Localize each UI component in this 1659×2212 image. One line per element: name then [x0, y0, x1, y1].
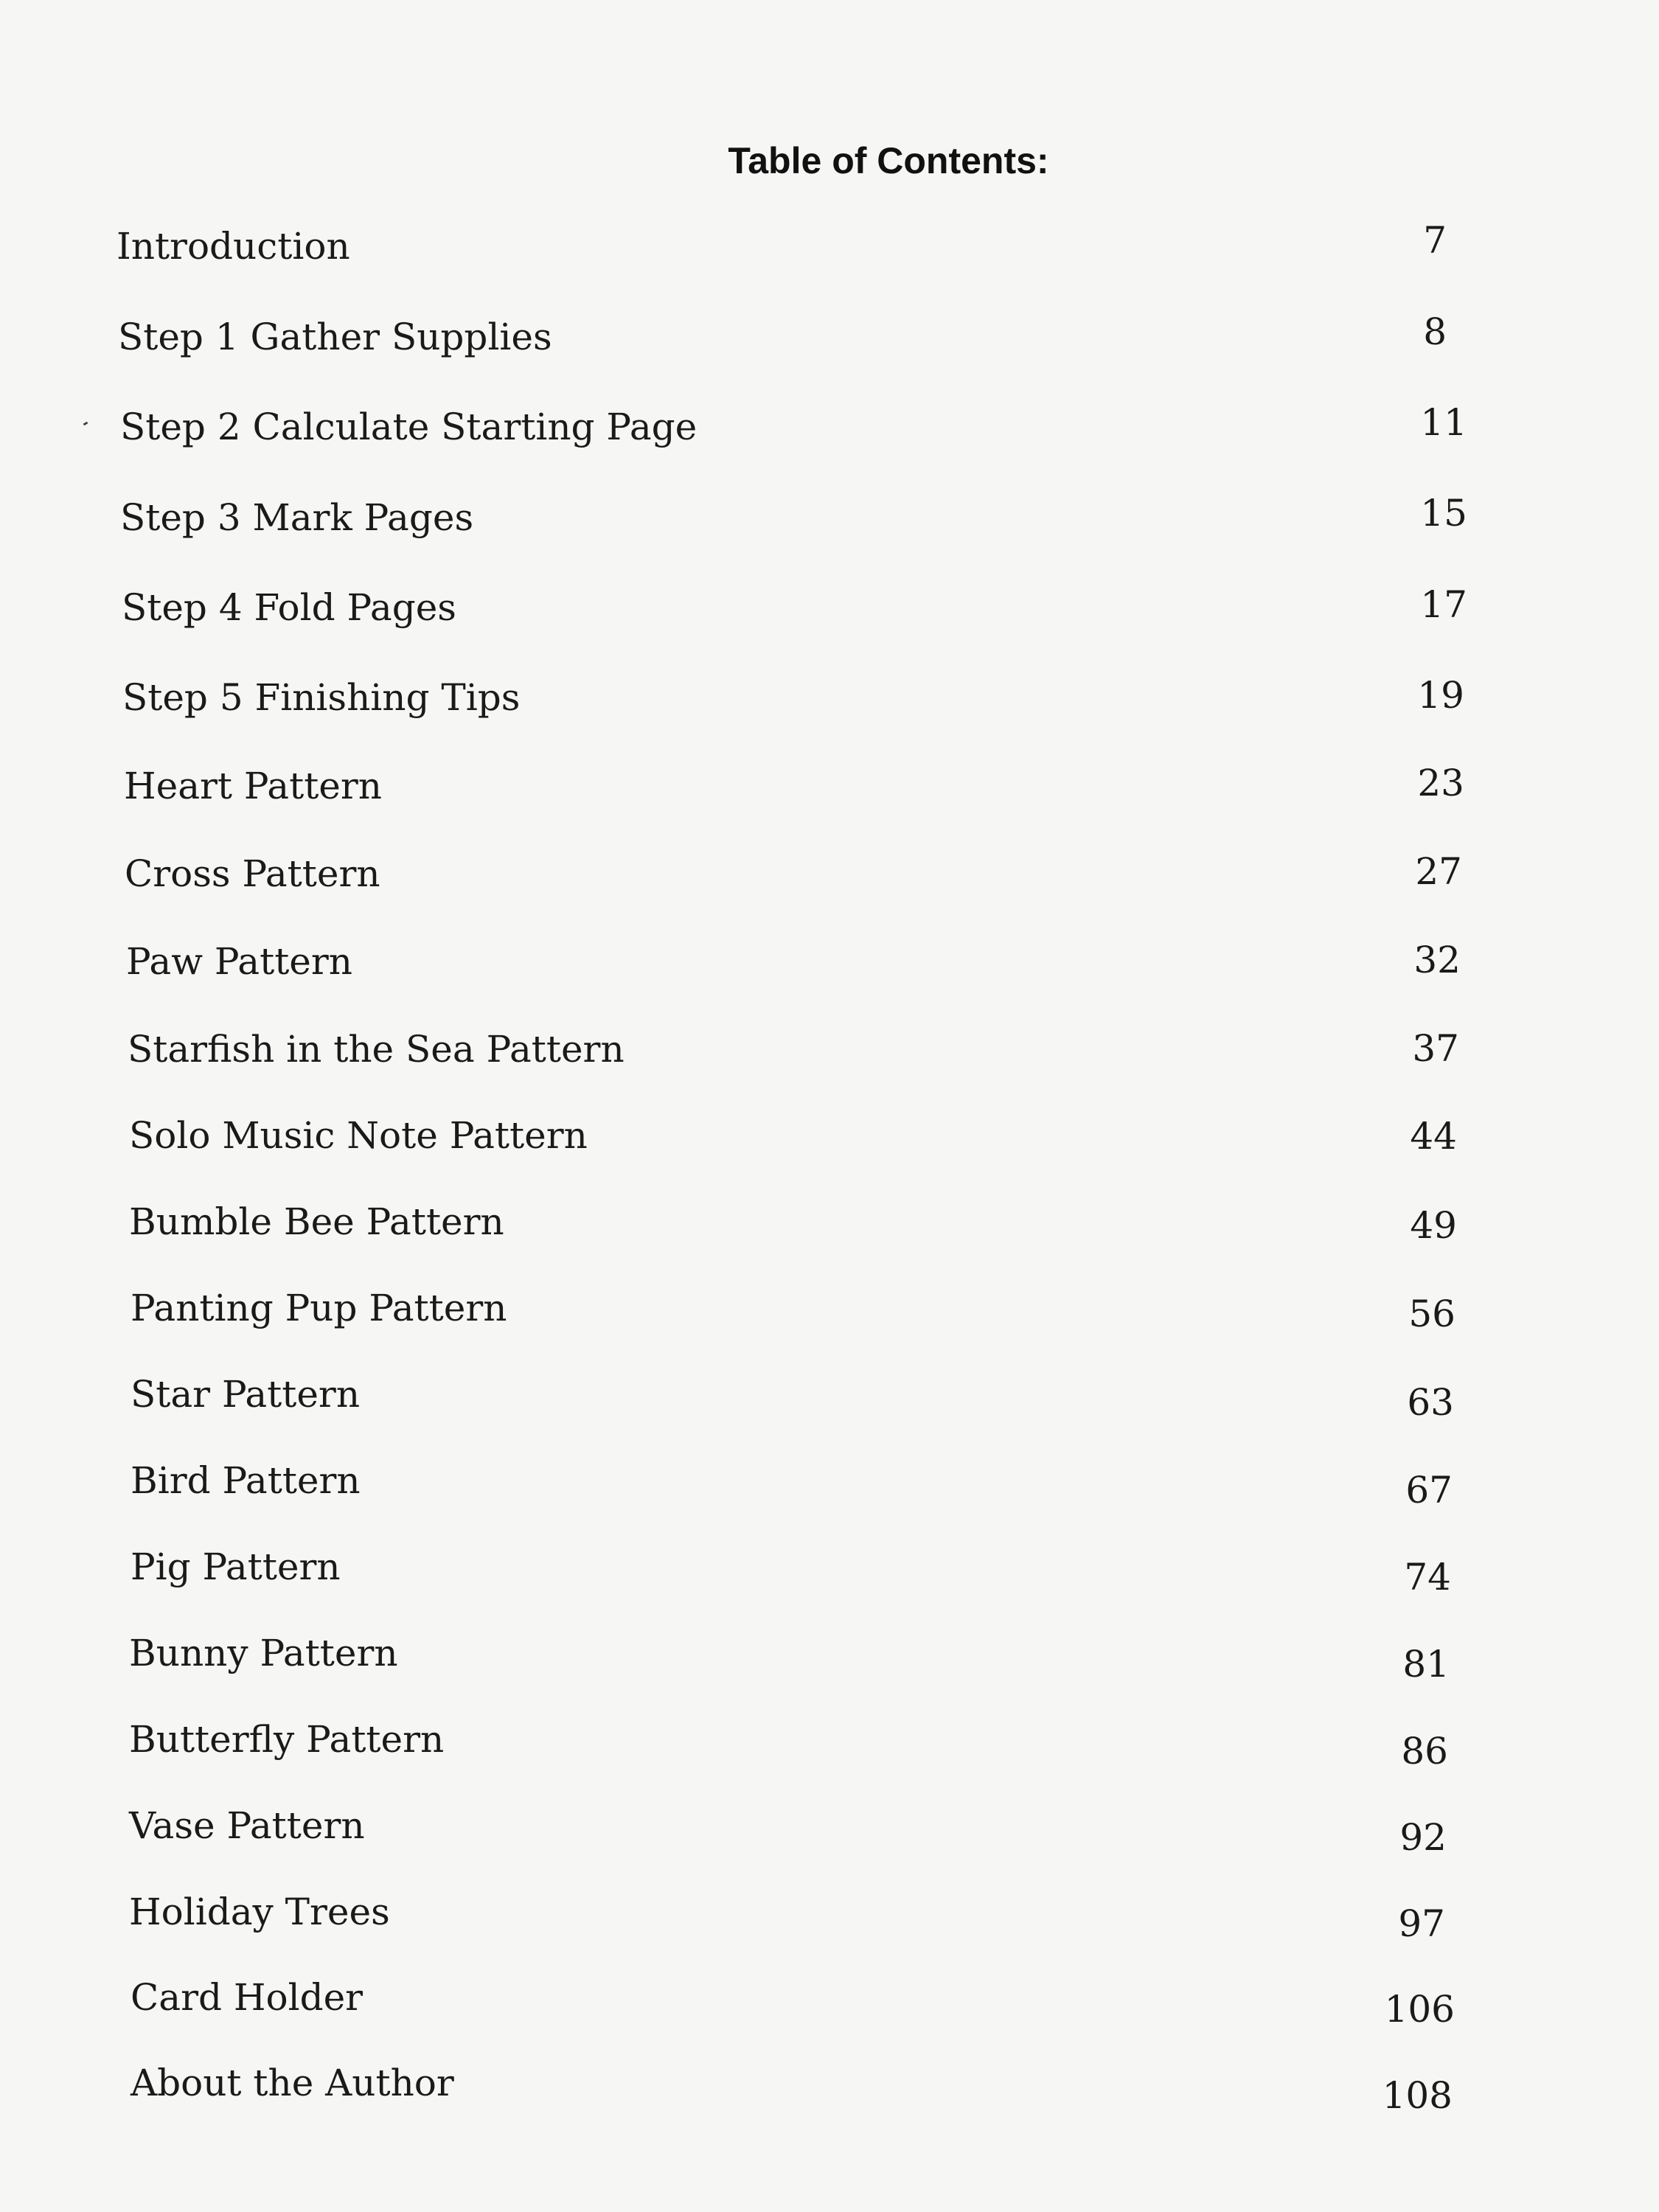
- toc-entry-page-number: 108: [1382, 2074, 1453, 2117]
- toc-entry-page-number: 81: [1402, 1643, 1450, 1686]
- toc-entry-label: Step 1 Gather Supplies: [118, 316, 552, 358]
- toc-entry-page-number: 19: [1417, 674, 1464, 717]
- toc-entry-label: Bumble Bee Pattern: [129, 1200, 504, 1243]
- toc-entry-page-number: 37: [1412, 1027, 1459, 1070]
- toc-entry-label: Solo Music Note Pattern: [129, 1114, 588, 1157]
- toc-entry-page-number: 67: [1405, 1469, 1453, 1512]
- toc-entry-label: Butterfly Pattern: [129, 1718, 445, 1761]
- toc-entry-label: Starfish in the Sea Pattern: [128, 1028, 625, 1071]
- toc-title: Table of Contents:: [728, 140, 1049, 181]
- toc-entry-page-number: 7: [1423, 219, 1447, 262]
- toc-entry-page-number: 11: [1420, 401, 1467, 444]
- toc-entry-label: Pig Pattern: [131, 1545, 341, 1588]
- stray-ink-mark: [83, 422, 88, 426]
- toc-entry-page-number: 8: [1423, 310, 1447, 353]
- toc-entry-page-number: 97: [1398, 1902, 1445, 1945]
- toc-entry-label: Step 5 Finishing Tips: [122, 676, 521, 719]
- toc-entry-page-number: 44: [1410, 1115, 1457, 1158]
- toc-entry-page-number: 15: [1420, 492, 1467, 535]
- toc-entry-page-number: 56: [1408, 1293, 1455, 1335]
- toc-entry-label: Introduction: [116, 225, 350, 268]
- toc-entry-page-number: 32: [1413, 939, 1461, 981]
- toc-entry-page-number: 63: [1407, 1381, 1454, 1424]
- toc-entry-label: Bunny Pattern: [129, 1632, 398, 1674]
- toc-entry-page-number: 106: [1384, 1988, 1455, 2031]
- toc-entry-label: Holiday Trees: [129, 1891, 390, 1933]
- toc-entry-page-number: 23: [1417, 762, 1464, 804]
- toc-entry-page-number: 92: [1399, 1816, 1447, 1859]
- toc-entry-label: Step 4 Fold Pages: [122, 586, 456, 629]
- toc-entry-label: Card Holder: [131, 1976, 364, 2019]
- toc-entry-label: Paw Pattern: [126, 940, 352, 983]
- toc-entry-label: Step 2 Calculate Starting Page: [120, 406, 698, 448]
- toc-entry-page-number: 49: [1410, 1204, 1457, 1247]
- toc-entry-label: About the Author: [131, 2062, 454, 2104]
- toc-entry-page-number: 74: [1404, 1556, 1451, 1599]
- toc-entry-label: Star Pattern: [131, 1373, 361, 1416]
- toc-entry-label: Panting Pup Pattern: [131, 1287, 507, 1329]
- toc-entry-label: Step 3 Mark Pages: [120, 496, 474, 539]
- toc-entry-page-number: 27: [1415, 850, 1462, 893]
- toc-entry-page-number: 86: [1401, 1730, 1448, 1773]
- toc-entry-label: Bird Pattern: [131, 1459, 361, 1502]
- toc-entry-label: Heart Pattern: [124, 765, 382, 807]
- toc-entry-page-number: 17: [1420, 583, 1467, 626]
- toc-entry-label: Vase Pattern: [129, 1804, 365, 1847]
- toc-entry-label: Cross Pattern: [125, 852, 380, 895]
